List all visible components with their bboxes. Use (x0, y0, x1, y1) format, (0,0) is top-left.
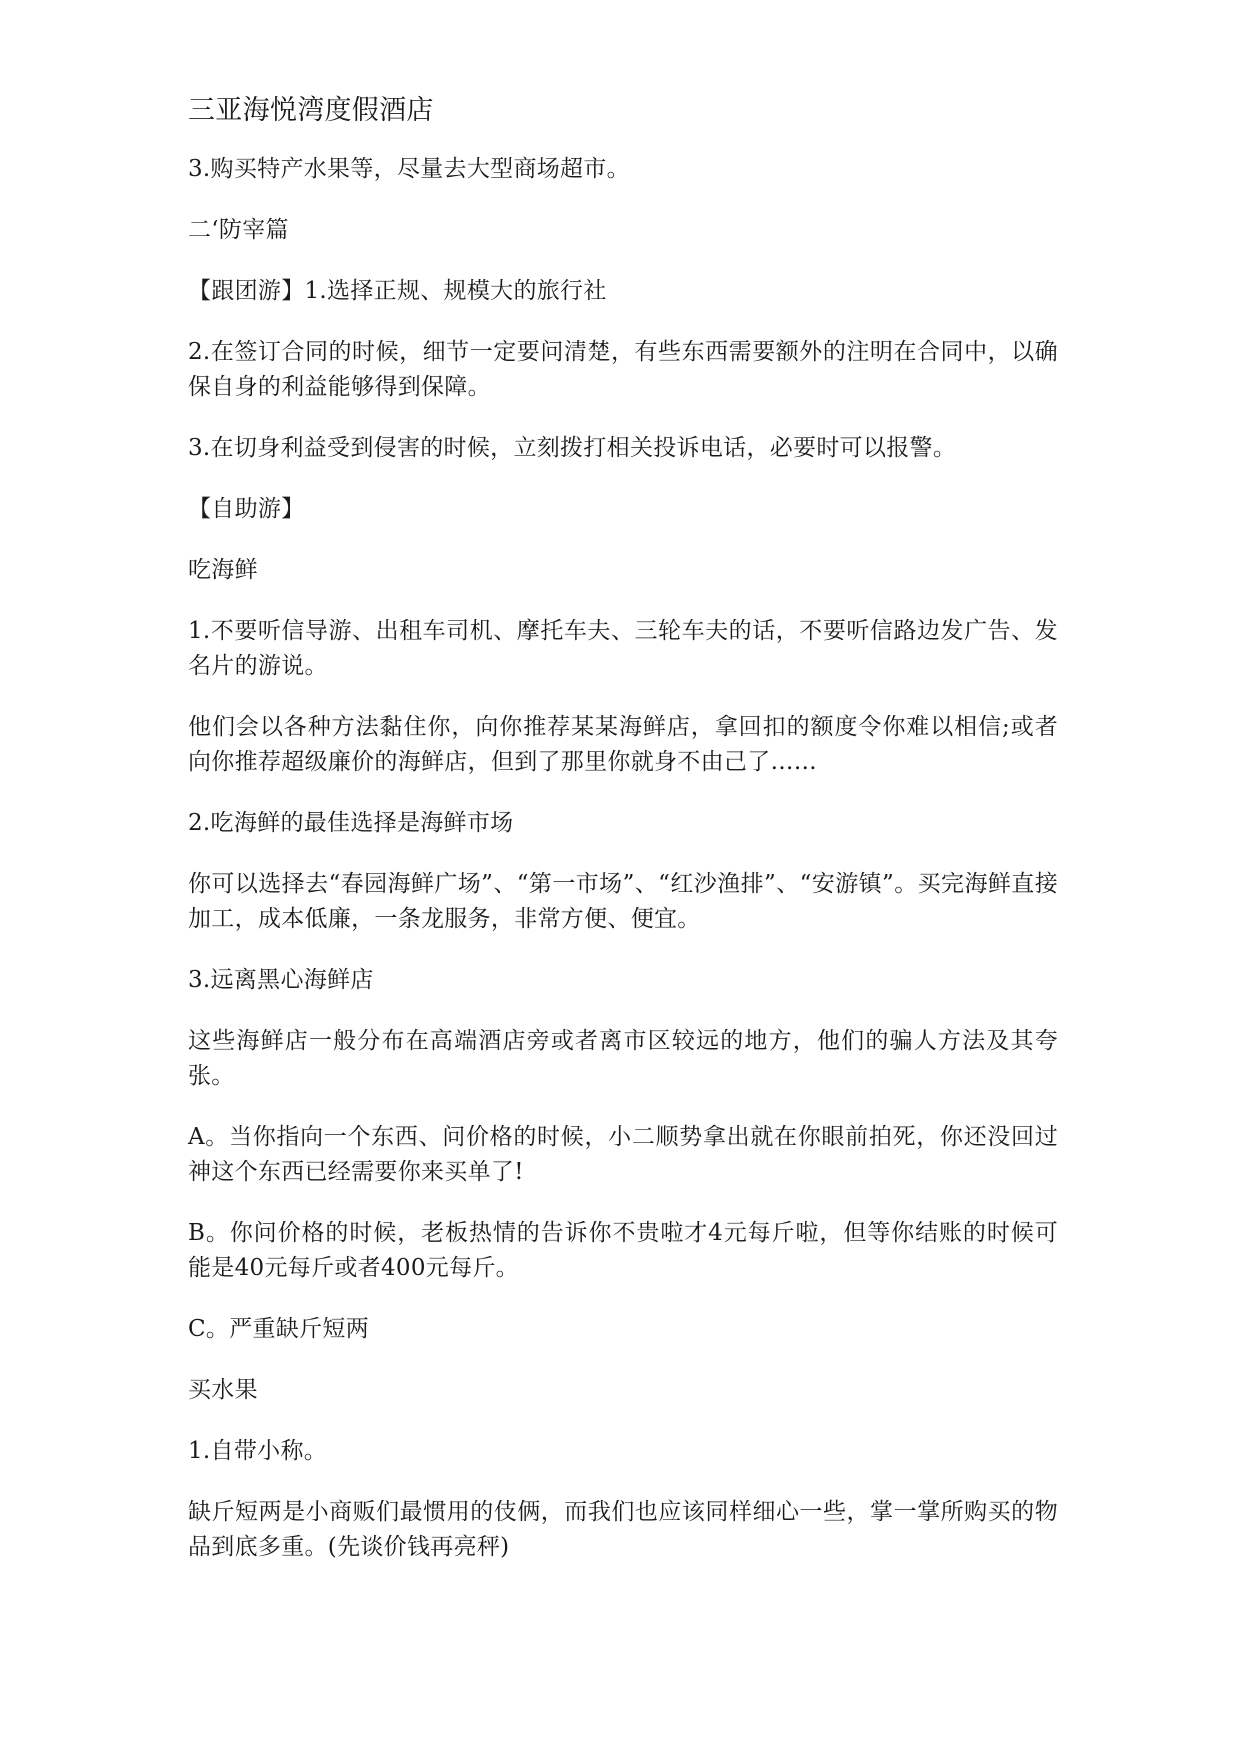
paragraph: 你可以选择去“春园海鲜广场”、“第一市场”、“红沙渔排”、“安游镇”。买完海鲜直接加工，成本低廉，一条龙服务，非常方便、便宜。 (188, 871, 1058, 932)
subheading: 吃海鲜 (188, 557, 258, 583)
paragraph: B。你问价格的时候，老板热情的告诉你不贵啦才4元每斤啦，但等你结账的时候可能是40元每斤或者400元每斤。 (188, 1220, 1058, 1281)
section-heading: 二‘防宰篇 (188, 217, 289, 243)
document-title: 三亚海悦湾度假酒店 (188, 95, 434, 126)
paragraph: 2.吃海鲜的最佳选择是海鲜市场 (188, 810, 514, 836)
paragraph: 他们会以各种方法黏住你，向你推荐某某海鲜店，拿回扣的额度令你难以相信;或者向你推荐超级廉价的海鲜店，但到了那里你就身不由己了…… (188, 714, 1058, 775)
paragraph: 【跟团游】1.选择正规、规模大的旅行社 (188, 278, 607, 304)
paragraph: 3.购买特产水果等，尽量去大型商场超市。 (188, 156, 630, 182)
paragraph: A。当你指向一个东西、问价格的时候，小二顺势拿出就在你眼前拍死，你还没回过神这个东西已经需要你来买单了! (188, 1124, 1058, 1185)
document-body (188, 92, 1058, 1591)
paragraph: 3.在切身利益受到侵害的时候，立刻拨打相关投诉电话，必要时可以报警。 (188, 435, 957, 461)
paragraph: 3.远离黑心海鲜店 (188, 967, 374, 993)
paragraph: 1.自带小称。 (188, 1438, 328, 1464)
section-heading: 【自助游】 (188, 496, 305, 522)
paragraph: 这些海鲜店一般分布在高端酒店旁或者离市区较远的地方，他们的骗人方法及其夸张。 (188, 1028, 1058, 1089)
paragraph: 缺斤短两是小商贩们最惯用的伎俩，而我们也应该同样细心一些，掌一掌所购买的物品到底多重。(先谈价钱再亮秤) (188, 1499, 1058, 1560)
subheading: 买水果 (188, 1377, 258, 1403)
paragraph: 2.在签订合同的时候，细节一定要问清楚，有些东西需要额外的注明在合同中，以确保自身的利益能够得到保障。 (188, 339, 1058, 400)
paragraph: 1.不要听信导游、出租车司机、摩托车夫、三轮车夫的话，不要听信路边发广告、发名片的游说。 (188, 618, 1058, 679)
paragraph: C。严重缺斤短两 (188, 1316, 369, 1342)
